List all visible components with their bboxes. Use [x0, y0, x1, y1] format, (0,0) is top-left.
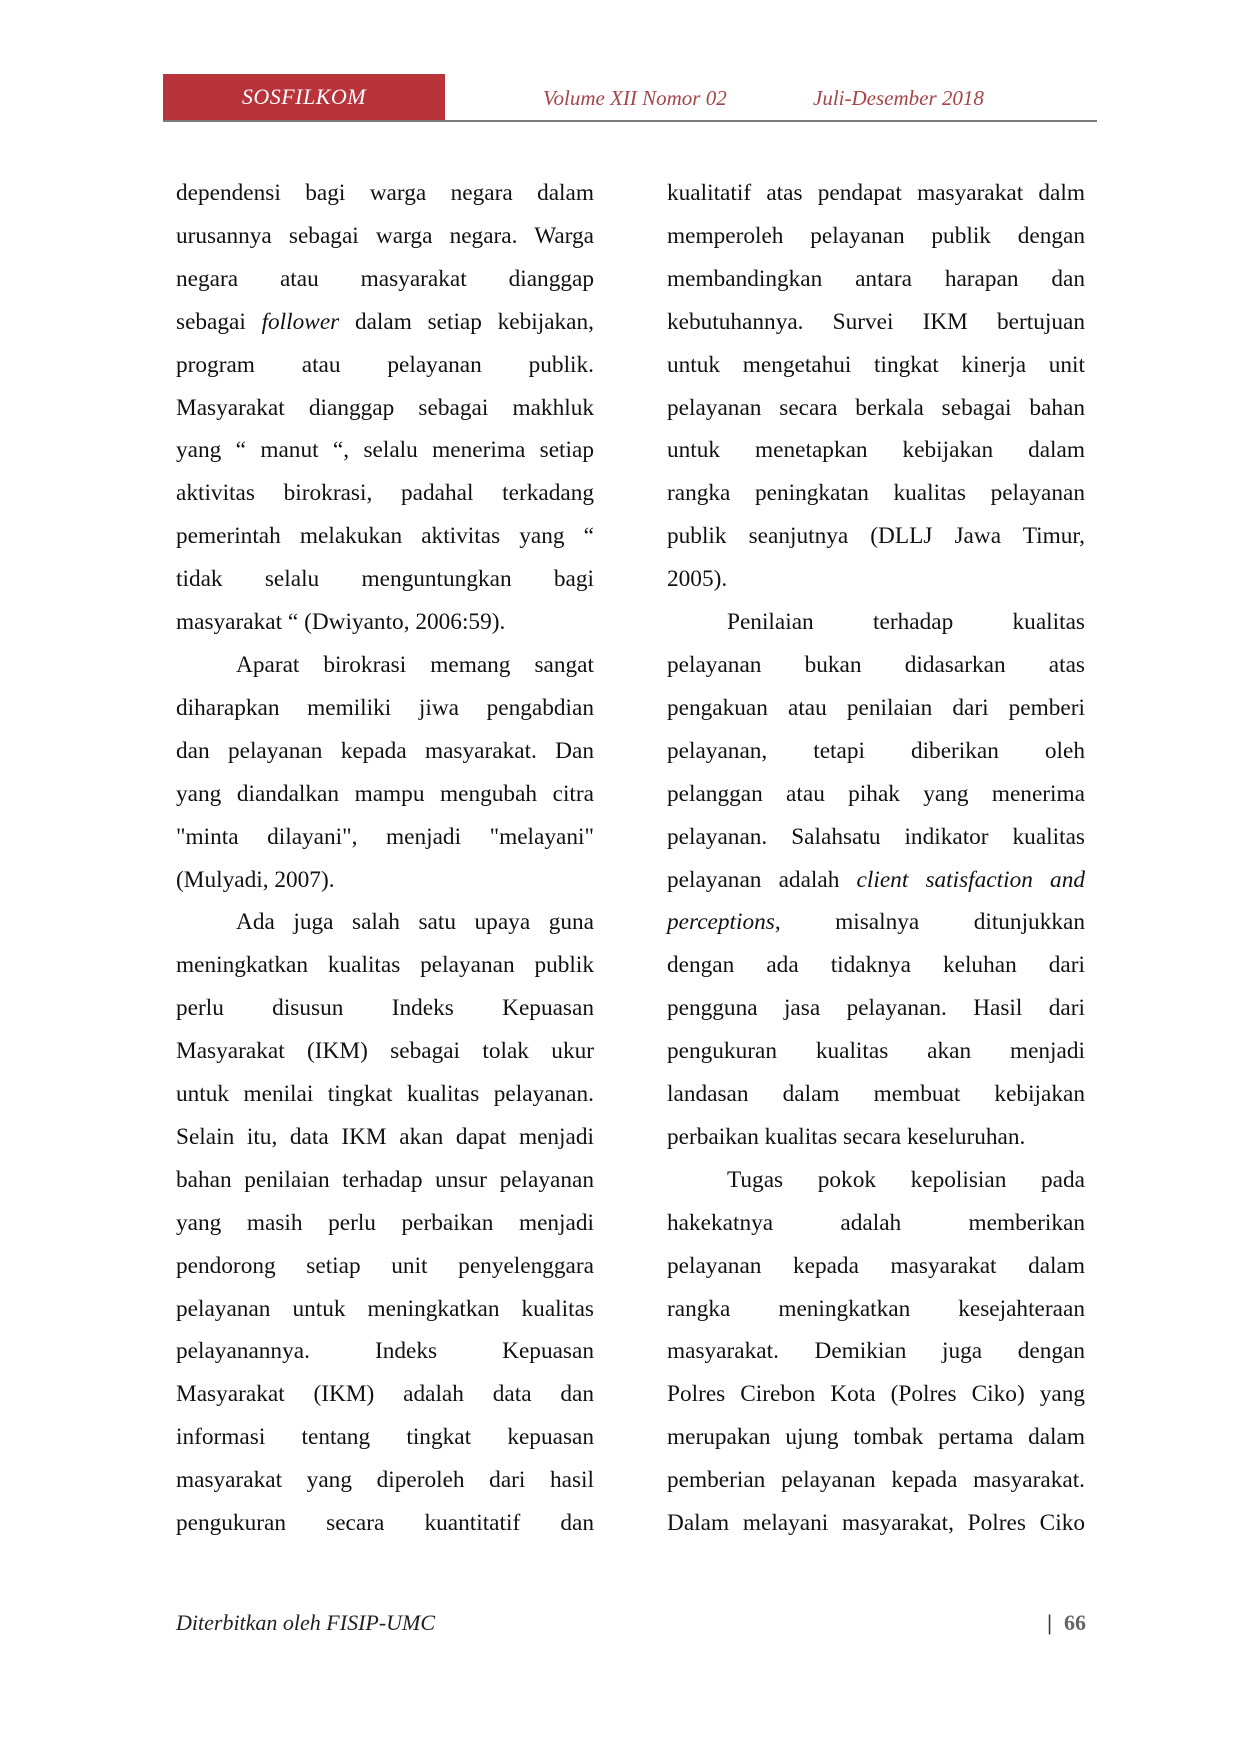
text-line: untuk mengetahui tingkat kinerja unit	[667, 351, 1085, 378]
text-line: membandingkan antara harapan dan	[667, 265, 1085, 292]
text-line: Dalam melayani masyarakat, Polres Ciko	[667, 1510, 1085, 1537]
text-run: sebagai	[176, 308, 262, 335]
text-line	[176, 301, 594, 344]
text-line: dan pelayanan kepada masyarakat. Dan	[176, 737, 594, 764]
header-divider	[163, 120, 1097, 122]
text-line: negara atau masyarakat dianggap	[176, 265, 594, 292]
text-run: dalam setiap kebijakan,	[339, 308, 594, 335]
paragraph	[667, 1159, 1085, 1545]
text-line: Selain itu, data IKM akan dapat menjadi	[176, 1123, 594, 1150]
text-line: Polres Cirebon Kota (Polres Ciko) yang	[667, 1381, 1085, 1408]
journal-name-badge: SOSFILKOM	[163, 74, 445, 120]
paragraph	[176, 644, 594, 901]
page-number-block	[1047, 1610, 1086, 1636]
text-line: pendorong setiap unit penyelenggara	[176, 1252, 594, 1279]
italic-term: follower	[261, 308, 340, 335]
text-line: "minta dilayani", menjadi "melayani"	[176, 823, 594, 850]
paragraph	[176, 901, 594, 1545]
text-line: urusannya sebagai warga negara. Warga	[176, 222, 594, 249]
text-line: perlu disusun Indeks Kepuasan	[176, 995, 594, 1022]
text-line: informasi tentang tingkat kepuasan	[176, 1424, 594, 1451]
text-line: kebutuhannya. Survei IKM bertujuan	[667, 308, 1085, 335]
text-line: pengakuan atau penilaian dari pemberi	[667, 694, 1085, 721]
paragraph	[176, 172, 594, 644]
text-line: (Mulyadi, 2007).	[176, 866, 335, 893]
text-line: hakekatnya adalah memberikan	[667, 1209, 1085, 1236]
text-line: pelanggan atau pihak yang menerima	[667, 780, 1085, 807]
left-column	[176, 172, 594, 1545]
text-line: pengukuran kualitas akan menjadi	[667, 1038, 1085, 1065]
text-line: merupakan ujung tombak pertama dalam	[667, 1424, 1085, 1451]
text-line: dependensi bagi warga negara dalam	[176, 180, 594, 206]
text-line: yang diandalkan mampu mengubah citra	[176, 780, 594, 807]
text-line: Masyarakat dianggap sebagai makhluk	[176, 394, 594, 421]
text-line: rangka peningkatan kualitas pelayanan	[667, 480, 1085, 507]
page-header	[163, 74, 1097, 122]
text-line: pelayanan, tetapi diberikan oleh	[667, 737, 1085, 764]
text-line: Ada juga salah satu upaya guna	[236, 909, 594, 936]
text-line: meningkatkan kualitas pelayanan publik	[176, 952, 594, 979]
text-line: yang masih perlu perbaikan menjadi	[176, 1209, 594, 1236]
text-line	[667, 901, 1085, 944]
text-line: pengukuran secara kuantitatif dan	[176, 1510, 594, 1537]
text-line: untuk menilai tingkat kualitas pelayanan.	[176, 1081, 594, 1108]
text-line: dengan ada tidaknya keluhan dari	[667, 952, 1085, 979]
text-line: pelayanan untuk meningkatkan kualitas	[176, 1295, 594, 1322]
right-column	[667, 172, 1085, 1545]
text-line: Aparat birokrasi memang sangat	[236, 651, 594, 678]
text-line: yang “ manut “, selalu menerima setiap	[176, 437, 594, 464]
text-line: pelayanan kepada masyarakat dalam	[667, 1252, 1085, 1279]
text-line: pelayanannya. Indeks Kepuasan	[176, 1338, 594, 1365]
text-line: pengguna jasa pelayanan. Hasil dari	[667, 995, 1085, 1022]
text-line: pelayanan. Salahsatu indikator kualitas	[667, 823, 1085, 850]
publisher-note: Diterbitkan oleh FISIP-UMC	[176, 1610, 436, 1635]
text-line: perbaikan kualitas secara keseluruhan.	[667, 1123, 1026, 1150]
text-line: memperoleh pelayanan publik dengan	[667, 222, 1085, 249]
italic-term: client satisfaction and	[856, 866, 1085, 893]
text-run: pelayanan adalah	[667, 866, 857, 893]
paragraph	[667, 172, 1085, 601]
text-line: landasan dalam membuat kebijakan	[667, 1081, 1085, 1108]
text-line: diharapkan memiliki jiwa pengabdian	[176, 694, 594, 721]
page-number: 66	[1064, 1610, 1086, 1635]
text-line: masyarakat. Demikian juga dengan	[667, 1338, 1085, 1365]
text-line: pelayanan bukan didasarkan atas	[667, 651, 1085, 678]
text-line: Tugas pokok kepolisian pada	[727, 1166, 1085, 1193]
text-line: tidak selalu menguntungkan bagi	[176, 566, 594, 593]
paragraph	[667, 601, 1085, 1159]
text-line: 2005).	[667, 566, 728, 593]
text-line: pemerintah melakukan aktivitas yang “	[176, 523, 594, 550]
text-line: Masyarakat (IKM) adalah data dan	[176, 1381, 594, 1408]
text-line: publik seanjutnya (DLLJ Jawa Timur,	[667, 523, 1085, 550]
text-line: masyarakat yang diperoleh dari hasil	[176, 1467, 594, 1494]
footer-separator: |	[1047, 1610, 1052, 1635]
text-line: pemberian pelayanan kepada masyarakat.	[667, 1467, 1085, 1494]
page-footer	[176, 1610, 1086, 1644]
italic-term: perceptions	[667, 909, 775, 936]
text-run: , misalnya ditunjukkan	[774, 909, 1085, 936]
text-line: pelayanan secara berkala sebagai bahan	[667, 394, 1085, 421]
text-line: bahan penilaian terhadap unsur pelayanan	[176, 1166, 594, 1193]
text-line: kualitatif atas pendapat masyarakat dalm	[667, 180, 1085, 206]
journal-volume: Volume XII Nomor 02	[543, 86, 727, 110]
text-line: masyarakat “ (Dwiyanto, 2006:59).	[176, 609, 506, 636]
text-line: Penilaian terhadap kualitas	[727, 609, 1085, 636]
text-line: aktivitas birokrasi, padahal terkadang	[176, 480, 594, 507]
text-line: Masyarakat (IKM) sebagai tolak ukur	[176, 1038, 594, 1065]
text-line	[667, 859, 1085, 902]
text-line: rangka meningkatkan kesejahteraan	[667, 1295, 1085, 1322]
text-line: untuk menetapkan kebijakan dalam	[667, 437, 1085, 464]
text-line: program atau pelayanan publik.	[176, 351, 594, 378]
journal-date: Juli-Desember 2018	[813, 86, 984, 110]
